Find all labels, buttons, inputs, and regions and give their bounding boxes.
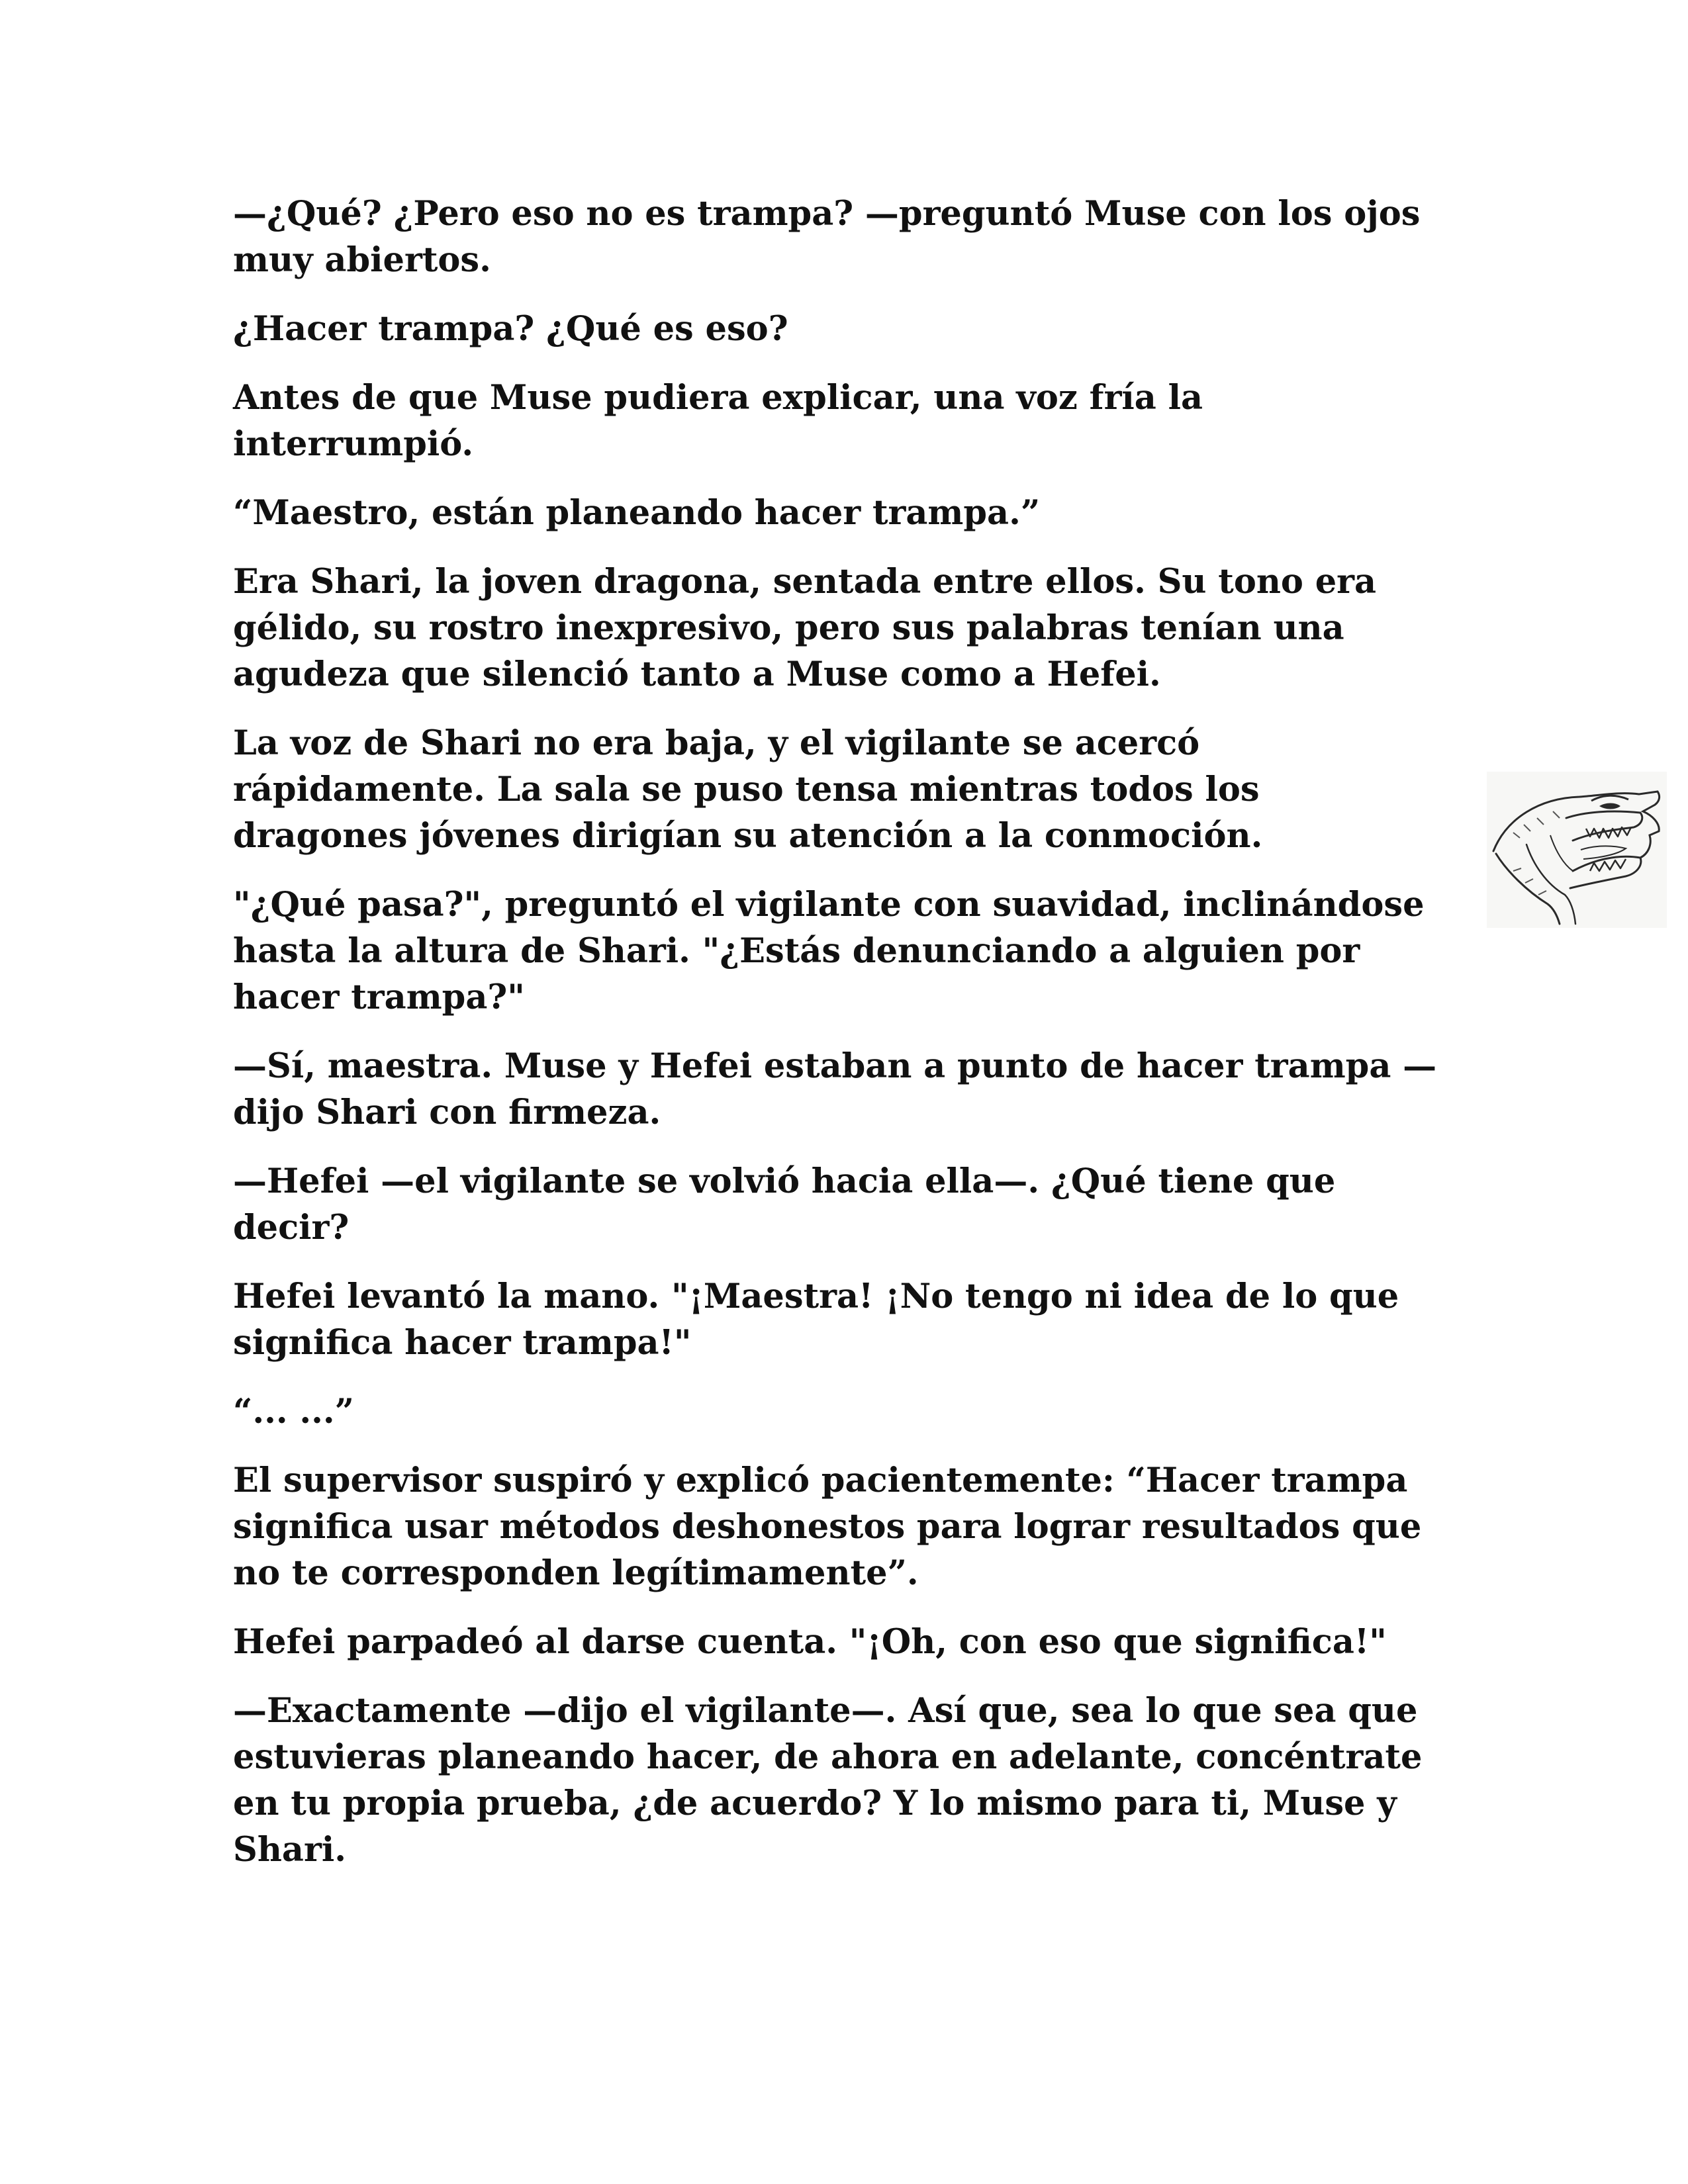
paragraph-11: “... ...” xyxy=(233,1392,354,1432)
paragraph-2: ¿Hacer trampa? ¿Qué es eso? xyxy=(233,309,788,349)
paragraph-14: —Exactamente —dijo el vigilante—. Así que, sea lo que sea que estuvieras planeando hacer, de ahora en adelante, concéntrate en tu propia prueba, ¿de acuerdo? Y lo mismo para ti, Muse y Shari. xyxy=(233,1691,1423,1870)
paragraph-10: Hefei levantó la mano. "¡Maestra! ¡No tengo ni idea de lo que significa hacer trampa!" xyxy=(233,1277,1399,1363)
paragraph-3: Antes de que Muse pudiera explicar, una voz fría la interrumpió. xyxy=(233,378,1203,464)
page-text xyxy=(233,191,1444,1895)
dragon-head-sketch-icon xyxy=(1487,772,1667,928)
paragraph-7: "¿Qué pasa?", preguntó el vigilante con suavidad, inclinándose hasta la altura de Shari. "¿Estás denunciando a alguien por hacer trampa?" xyxy=(233,885,1425,1017)
paragraph-6: La voz de Shari no era baja, y el vigilante se acercó rápidamente. La sala se puso tensa mientras todos los dragones jóvenes dirigían su atención a la conmoción. xyxy=(233,723,1263,856)
paragraph-5: Era Shari, la joven dragona, sentada entre ellos. Su tono era gélido, su rostro inexpresivo, pero sus palabras tenían una agudeza que silenció tanto a Muse como a Hefei. xyxy=(233,562,1377,694)
paragraph-12: El supervisor suspiró y explicó pacientemente: “Hacer trampa significa usar métodos deshonestos para lograr resultados que no te corresponden legítimamente”. xyxy=(233,1461,1422,1593)
paragraph-1: —¿Qué? ¿Pero eso no es trampa? —preguntó Muse con los ojos muy abiertos. xyxy=(233,194,1421,280)
paragraph-13: Hefei parpadeó al darse cuenta. "¡Oh, con eso que significa!" xyxy=(233,1622,1387,1662)
paragraph-8: —Sí, maestra. Muse y Hefei estaban a punto de hacer trampa —dijo Shari con firmeza. xyxy=(233,1046,1437,1132)
dragon-head-sketch-svg xyxy=(1487,772,1667,928)
paragraph-4: “Maestro, están planeando hacer trampa.” xyxy=(233,493,1041,533)
paragraph-9: —Hefei —el vigilante se volvió hacia ella—. ¿Qué tiene que decir? xyxy=(233,1161,1336,1248)
